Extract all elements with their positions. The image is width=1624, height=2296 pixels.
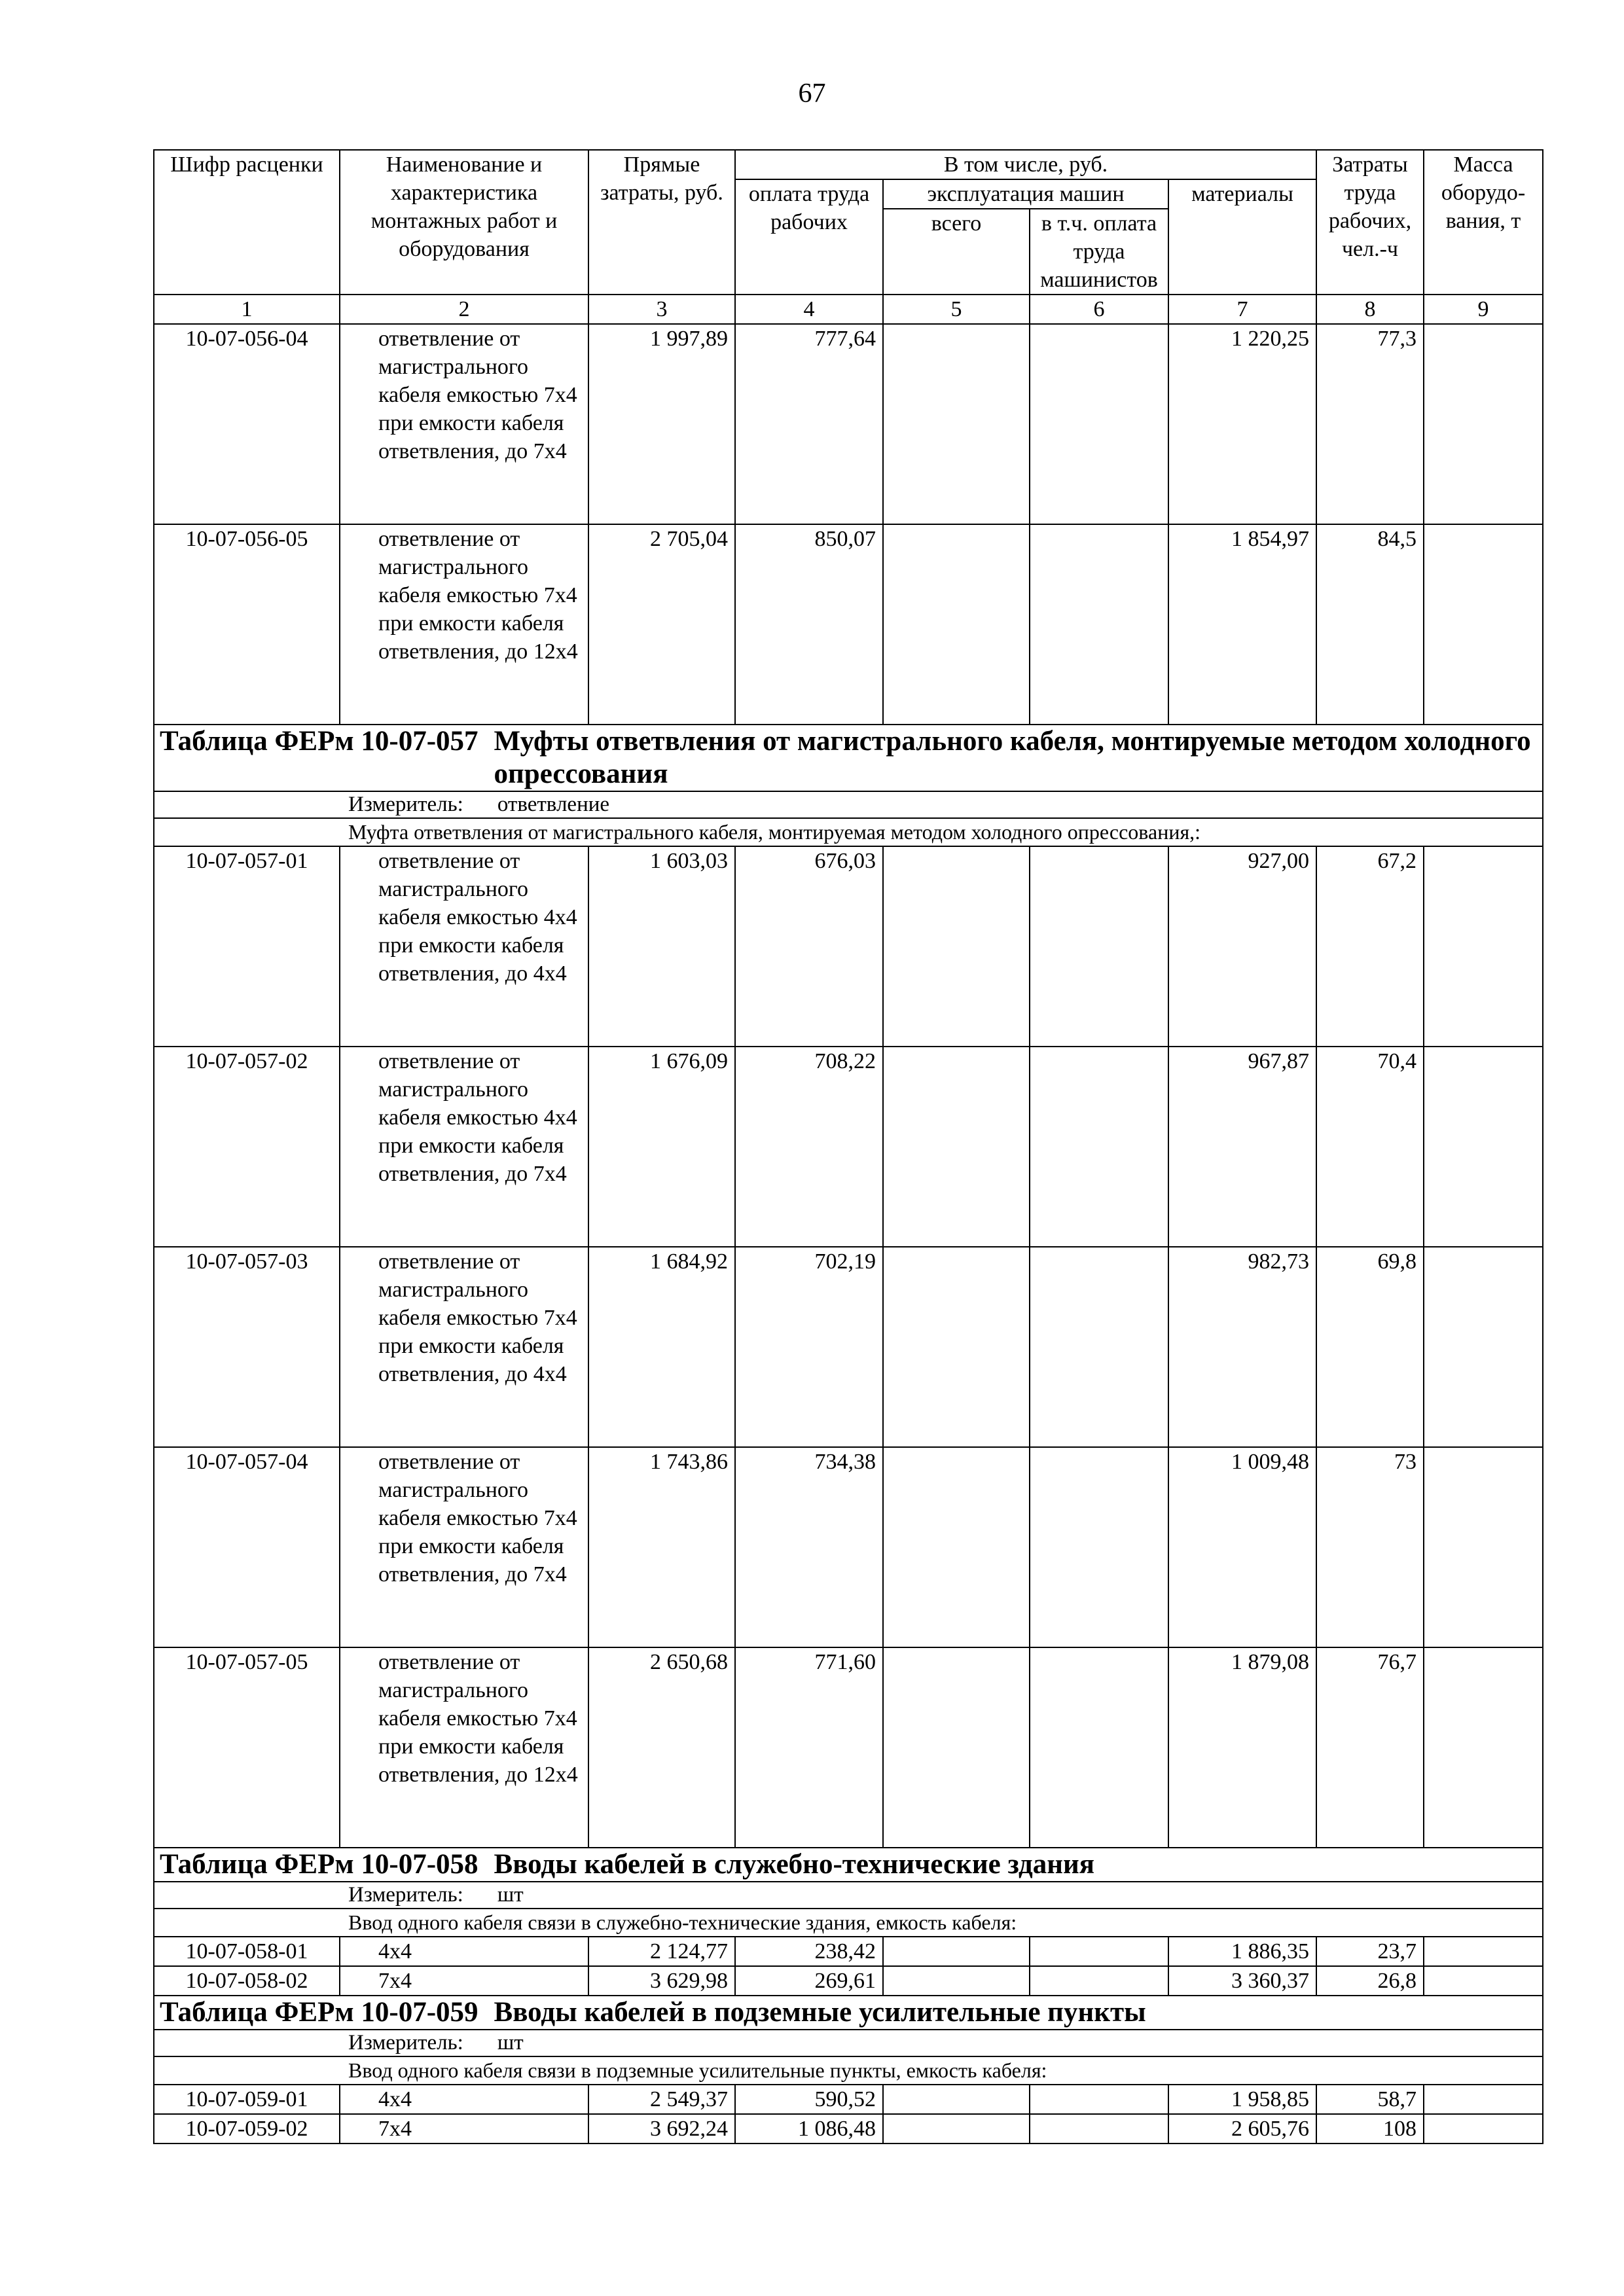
machinists-pay <box>1030 524 1168 725</box>
header-labor-hours: Затраты труда рабочих, чел.-ч <box>1316 150 1424 295</box>
measure-label: Измеритель: <box>348 1883 463 1907</box>
work-name: ответвление от магистрального кабеля емкостью 7х4 при емкости кабеля ответвления, до 12х4 <box>340 1647 588 1848</box>
rate-code: 10-07-057-04 <box>154 1447 340 1647</box>
table-row <box>154 846 1543 1047</box>
table-title-row <box>154 725 1543 791</box>
labor-pay: 771,60 <box>735 1647 883 1848</box>
table-row <box>154 524 1543 725</box>
table-row <box>154 324 1543 524</box>
machines-total <box>883 1047 1030 1247</box>
work-name: 4х4 <box>340 2085 588 2114</box>
equipment-mass <box>1424 1447 1543 1647</box>
machinists-pay <box>1030 1447 1168 1647</box>
equipment-mass <box>1424 2085 1543 2114</box>
measure-row <box>154 791 1543 818</box>
table-title <box>154 1996 1543 2030</box>
direct-costs: 1 676,09 <box>588 1047 735 1247</box>
measure-label: Измеритель: <box>348 2031 463 2054</box>
header-machinists-pay: в т.ч. оплата труда машинистов <box>1030 209 1168 295</box>
machines-total <box>883 1447 1030 1647</box>
rate-code: 10-07-058-01 <box>154 1937 340 1966</box>
equipment-mass <box>1424 1937 1543 1966</box>
machinists-pay <box>1030 2114 1168 2144</box>
labor-hours: 76,7 <box>1316 1647 1424 1848</box>
work-name: ответвление от магистрального кабеля емкостью 7х4 при емкости кабеля ответвления, до 7х4 <box>340 324 588 524</box>
table-row <box>154 1966 1543 1996</box>
rate-code: 10-07-057-03 <box>154 1247 340 1447</box>
materials-cost: 1 854,97 <box>1168 524 1316 725</box>
direct-costs: 2 705,04 <box>588 524 735 725</box>
header-name: Наименование и характеристика монтажных работ и оборудования <box>340 150 588 295</box>
rate-code: 10-07-059-02 <box>154 2114 340 2144</box>
work-name: ответвление от магистрального кабеля емкостью 4х4 при емкости кабеля ответвления, до 4х4 <box>340 846 588 1047</box>
machinists-pay <box>1030 1247 1168 1447</box>
subtitle-row <box>154 1909 1543 1937</box>
header-direct-costs: Прямые затраты, руб. <box>588 150 735 295</box>
work-name: 4х4 <box>340 1937 588 1966</box>
header-machines: эксплуатация машин <box>883 179 1168 209</box>
table-title-wrap <box>160 1996 1542 2029</box>
table-subject: Вводы кабелей в служебно-технические здания <box>494 1849 1095 1880</box>
rate-code: 10-07-057-05 <box>154 1647 340 1848</box>
table-row <box>154 1047 1543 1247</box>
machinists-pay <box>1030 1937 1168 1966</box>
direct-costs: 1 684,92 <box>588 1247 735 1447</box>
labor-hours: 67,2 <box>1316 846 1424 1047</box>
work-name: ответвление от магистрального кабеля емкостью 7х4 при емкости кабеля ответвления, до 12х4 <box>340 524 588 725</box>
machines-total <box>883 524 1030 725</box>
table-number: Таблица ФЕРм 10-07-058 <box>160 1849 478 1880</box>
measure-unit: шт <box>497 2031 524 2054</box>
machines-total <box>883 846 1030 1047</box>
measure-unit: шт <box>497 1883 524 1907</box>
work-name: ответвление от магистрального кабеля емкостью 7х4 при емкости кабеля ответвления, до 4х4 <box>340 1247 588 1447</box>
price-table-sheet <box>153 149 1542 2157</box>
materials-cost: 1 009,48 <box>1168 1447 1316 1647</box>
work-name: ответвление от магистрального кабеля емкостью 4х4 при емкости кабеля ответвления, до 7х4 <box>340 1047 588 1247</box>
table-row <box>154 2085 1543 2114</box>
rate-code: 10-07-057-01 <box>154 846 340 1047</box>
work-name: 7х4 <box>340 2114 588 2144</box>
column-number: 7 <box>1168 295 1316 324</box>
column-number: 9 <box>1424 295 1543 324</box>
header-row-1 <box>154 150 1543 179</box>
direct-costs: 3 692,24 <box>588 2114 735 2144</box>
labor-hours: 73 <box>1316 1447 1424 1647</box>
rate-code: 10-07-059-01 <box>154 2085 340 2114</box>
column-number-row <box>154 295 1543 324</box>
header-code: Шифр расценки <box>154 150 340 295</box>
header-labor-pay: оплата труда рабочих <box>735 179 883 295</box>
materials-cost: 1 958,85 <box>1168 2085 1316 2114</box>
work-name: ответвление от магистрального кабеля емкостью 7х4 при емкости кабеля ответвления, до 7х4 <box>340 1447 588 1647</box>
column-number: 1 <box>154 295 340 324</box>
price-table <box>153 149 1543 2144</box>
column-number: 2 <box>340 295 588 324</box>
direct-costs: 3 629,98 <box>588 1966 735 1996</box>
table-row <box>154 2114 1543 2144</box>
materials-cost: 1 886,35 <box>1168 1937 1316 1966</box>
section-subtitle: Ввод одного кабеля связи в подземные усилительные пункты, емкость кабеля: <box>154 2056 1543 2085</box>
header-machines-total: всего <box>883 209 1030 295</box>
materials-cost: 967,87 <box>1168 1047 1316 1247</box>
table-row <box>154 1647 1543 1848</box>
machinists-pay <box>1030 846 1168 1047</box>
table-title-row <box>154 1996 1543 2030</box>
labor-pay: 590,52 <box>735 2085 883 2114</box>
direct-costs: 1 997,89 <box>588 324 735 524</box>
labor-pay: 734,38 <box>735 1447 883 1647</box>
section-subtitle: Ввод одного кабеля связи в служебно-технические здания, емкость кабеля: <box>154 1909 1543 1937</box>
machines-total <box>883 1966 1030 1996</box>
header-including: В том числе, руб. <box>735 150 1316 179</box>
equipment-mass <box>1424 524 1543 725</box>
header-mass: Масса оборудо-вания, т <box>1424 150 1543 295</box>
labor-pay: 238,42 <box>735 1937 883 1966</box>
labor-pay: 269,61 <box>735 1966 883 1996</box>
rate-code: 10-07-056-04 <box>154 324 340 524</box>
machinists-pay <box>1030 324 1168 524</box>
section-subtitle: Муфта ответвления от магистрального кабеля, монтируемая методом холодного опрессования,: <box>154 818 1543 846</box>
labor-hours: 70,4 <box>1316 1047 1424 1247</box>
rate-code: 10-07-057-02 <box>154 1047 340 1247</box>
table-title <box>154 725 1543 791</box>
labor-hours: 23,7 <box>1316 1937 1424 1966</box>
table-number: Таблица ФЕРм 10-07-059 <box>160 1997 478 2028</box>
column-number: 6 <box>1030 295 1168 324</box>
equipment-mass <box>1424 1247 1543 1447</box>
equipment-mass <box>1424 1966 1543 1996</box>
machinists-pay <box>1030 1047 1168 1247</box>
machines-total <box>883 1647 1030 1848</box>
measure-unit: ответвление <box>497 793 610 816</box>
header-materials: материалы <box>1168 179 1316 295</box>
direct-costs: 1 743,86 <box>588 1447 735 1647</box>
labor-hours: 77,3 <box>1316 324 1424 524</box>
column-number: 3 <box>588 295 735 324</box>
labor-pay: 777,64 <box>735 324 883 524</box>
machines-total <box>883 1247 1030 1447</box>
measure-cell <box>154 791 1543 818</box>
measure-row <box>154 2030 1543 2056</box>
table-title-wrap <box>160 1848 1542 1881</box>
work-name: 7х4 <box>340 1966 588 1996</box>
machinists-pay <box>1030 2085 1168 2114</box>
direct-costs: 2 650,68 <box>588 1647 735 1848</box>
direct-costs: 2 549,37 <box>588 2085 735 2114</box>
labor-pay: 1 086,48 <box>735 2114 883 2144</box>
labor-hours: 58,7 <box>1316 2085 1424 2114</box>
machines-total <box>883 324 1030 524</box>
materials-cost: 927,00 <box>1168 846 1316 1047</box>
subtitle-row <box>154 818 1543 846</box>
labor-pay: 708,22 <box>735 1047 883 1247</box>
labor-hours: 26,8 <box>1316 1966 1424 1996</box>
column-number: 4 <box>735 295 883 324</box>
equipment-mass <box>1424 1047 1543 1247</box>
labor-pay: 702,19 <box>735 1247 883 1447</box>
table-row <box>154 1937 1543 1966</box>
machines-total <box>883 2085 1030 2114</box>
direct-costs: 1 603,03 <box>588 846 735 1047</box>
table-subject: Вводы кабелей в подземные усилительные пункты <box>494 1997 1146 2028</box>
labor-hours: 69,8 <box>1316 1247 1424 1447</box>
price-table-body <box>154 150 1543 2144</box>
rate-code: 10-07-056-05 <box>154 524 340 725</box>
equipment-mass <box>1424 324 1543 524</box>
labor-hours: 108 <box>1316 2114 1424 2144</box>
machines-total <box>883 1937 1030 1966</box>
equipment-mass <box>1424 1647 1543 1848</box>
labor-pay: 850,07 <box>735 524 883 725</box>
rate-code: 10-07-058-02 <box>154 1966 340 1996</box>
equipment-mass <box>1424 2114 1543 2144</box>
measure-cell <box>154 2030 1543 2056</box>
table-number: Таблица ФЕРм 10-07-057 <box>160 726 478 757</box>
table-row <box>154 1247 1543 1447</box>
measure-label: Измеритель: <box>348 793 463 816</box>
column-number: 8 <box>1316 295 1424 324</box>
machines-total <box>883 2114 1030 2144</box>
table-title-row <box>154 1848 1543 1882</box>
page-number: 67 <box>798 79 826 109</box>
subtitle-row <box>154 2056 1543 2085</box>
table-row <box>154 1447 1543 1647</box>
measure-row <box>154 1882 1543 1909</box>
materials-cost: 3 360,37 <box>1168 1966 1316 1996</box>
direct-costs: 2 124,77 <box>588 1937 735 1966</box>
table-title <box>154 1848 1543 1882</box>
materials-cost: 2 605,76 <box>1168 2114 1316 2144</box>
materials-cost: 982,73 <box>1168 1247 1316 1447</box>
table-title-wrap <box>160 725 1542 791</box>
materials-cost: 1 220,25 <box>1168 324 1316 524</box>
column-number: 5 <box>883 295 1030 324</box>
labor-hours: 84,5 <box>1316 524 1424 725</box>
equipment-mass <box>1424 846 1543 1047</box>
materials-cost: 1 879,08 <box>1168 1647 1316 1848</box>
machinists-pay <box>1030 1966 1168 1996</box>
labor-pay: 676,03 <box>735 846 883 1047</box>
measure-cell <box>154 1882 1543 1909</box>
table-subject: Муфты ответвления от магистрального кабеля, монтируемые методом холодного опрессования <box>494 726 1531 789</box>
machinists-pay <box>1030 1647 1168 1848</box>
